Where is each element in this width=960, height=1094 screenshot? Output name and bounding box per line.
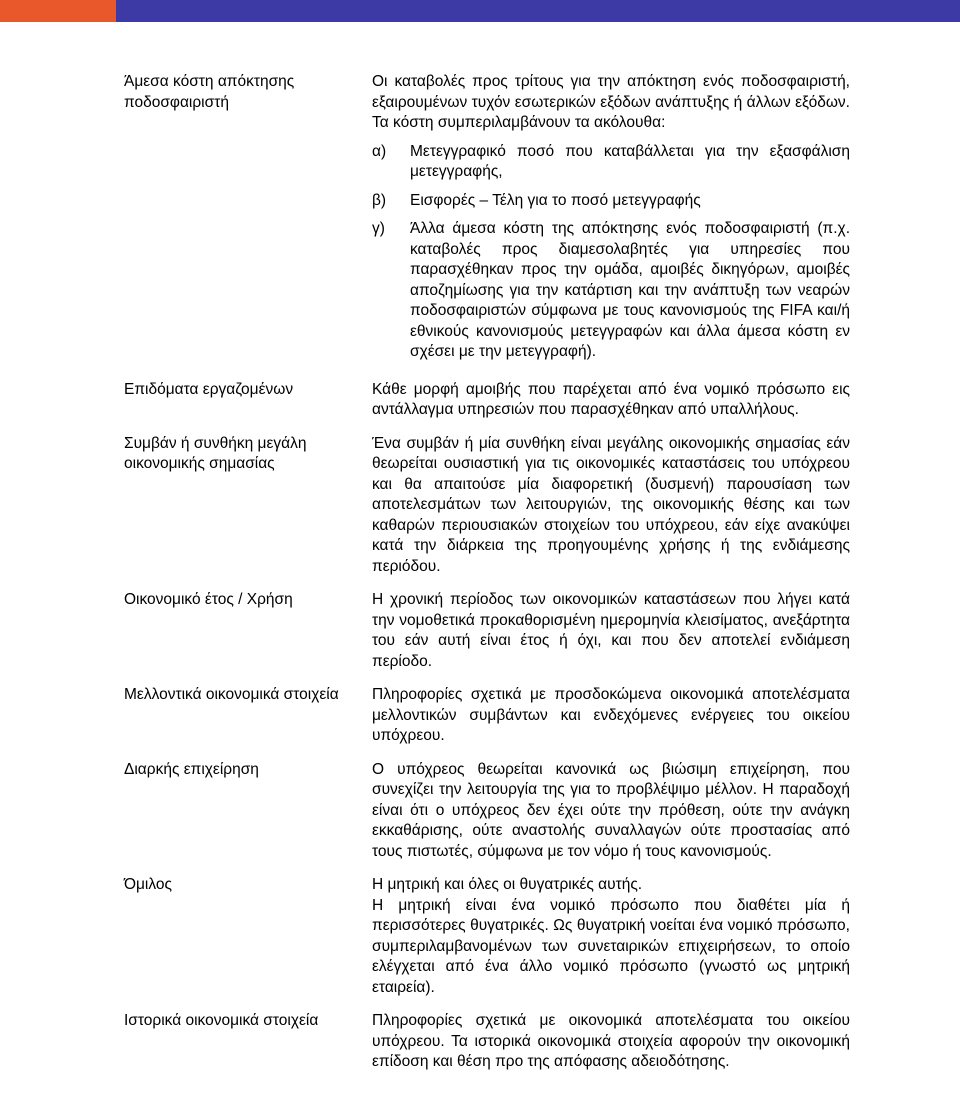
glossary-term: Ιστορικά οικονομικά στοιχεία [124,1012,319,1029]
glossary-term: Συμβάν ή συνθήκη μεγάλη οικονομικής σημασίας [124,434,307,472]
glossary-definition [372,590,850,672]
glossary-definition [372,434,850,578]
definition-text: Ο υπόχρεος θεωρείται κανονικά ως βιώσιμη επιχείρηση, που συνεχίζει την λειτουργία της για το προβλέψιμο μέλλον. Η παραδοχή είναι ότι ο υπόχρεος δεν έχει ούτε την πρόθεση, ούτε την ανάγκη εκκαθάρισης, ούτε αναστολής συναλλαγών ούτε προστασίας από τους πιστωτές, σύμφωνα με τον νόμο ή τους κανονισμούς. [372,760,850,860]
glossary-definition [372,875,850,998]
glossary-term: Μελλοντικά οικονομικά στοιχεία [124,686,339,703]
list-marker: α) [372,142,387,160]
list-item [372,191,850,212]
list-text: Άλλα άμεσα κόστη της απόκτησης ενός ποδοσφαιριστή (π.χ. καταβολές προς διαμεσολαβητές για υπηρεσίες που παρασχέθηκαν προς την ομάδα, αμοιβές δικηγόρων, αμοιβές αποζημίωσης για την κατάρτιση και την ανάπτυξη των νεαρών ποδοσφαιριστών σύμφωνα με τους κανονισμούς της FIFA και/ή εθνικούς κανονισμούς μετεγγραφών και άλλα άμεσα κόστη εν σχέσει με την μετεγγραφή). [410,220,850,360]
header-accent-block [0,0,116,22]
list-marker: γ) [372,220,385,237]
definition-text: Η μητρική και όλες οι θυγατρικές αυτής. [372,876,643,893]
definition-text: Η χρονική περίοδος των οικονομικών καταστάσεων που λήγει κατά την νομοθετικά προκαθορισμένη ημερομηνία κλεισίματος, ανεξάρτητα του εάν αυτή είναι έτος ή όχι, και που δεν αποτελεί ενδιάμεση περίοδο. [372,591,850,670]
glossary-entry [124,434,850,578]
glossary-term: Άμεσα κόστη απόκτησης ποδοσφαιριστή [124,73,295,111]
glossary [124,72,850,1073]
definition-text: Ένα συμβάν ή μία συνθήκη είναι μεγάλης οικονομικής σημασίας εάν θεωρείται ουσιαστική για τις οικονομικές καταστάσεις του υπόχρεου και θα απαιτούσε μία διαφορετική (δυσμενή) παρουσίαση των αποτελεσμάτων των λειτουργιών, της οικονομικής θέσης και των καθαρών περιουσιακών στοιχείων του υπόχρεου, εάν είχε ανακύψει κατά την διάρκεια της προηγουμένης χρήσης ή της ενδιάμεσης περιόδου. [372,434,850,575]
list-text: Εισφορές – Τέλη για το ποσό μετεγγραφής [410,191,701,209]
glossary-entry [124,590,850,672]
glossary-definition [372,380,850,421]
glossary-entry [124,685,850,747]
glossary-entry [124,72,850,363]
definition-text-secondary: Η μητρική είναι ένα νομικό πρόσωπο που διαθέτει μία ή περισσότερες θυγατρικές. Ως θυγατρική νοείται ένα νομικό πρόσωπο, συμπεριλαμβανομένων των συνεταιρικών επιχειρήσεων, το οποίο ελέγχεται από ένα άλλο νομικό πρόσωπο (γνωστό ως μητρική εταιρεία). [372,896,850,996]
glossary-term: Διαρκής επιχείρηση [124,760,259,778]
definition-text: Πληροφορίες σχετικά με προσδοκώμενα οικονομικά αποτελέσματα μελλοντικών συμβάντων και ενδεχόμενες ενέργειες του οικείου υπόχρεου. [372,686,850,744]
glossary-entry [124,875,850,998]
glossary-term: Όμιλος [124,876,172,893]
glossary-definition [372,72,850,363]
list-marker: β) [372,191,387,209]
list-item [372,142,850,183]
definition-text: Κάθε μορφή αμοιβής που παρέχεται από ένα νομικό πρόσωπο εις αντάλλαγμα υπηρεσιών που παρασχέθηκαν από υπαλλήλους. [372,380,850,418]
glossary-term: Οικονομικό έτος / Χρήση [124,591,293,608]
glossary-definition [372,1011,850,1073]
header-main-block [116,0,960,22]
definition-text: Πληροφορίες σχετικά με οικονομικά αποτελέσματα του οικείου υπόχρεου. Τα ιστορικά οικονομικά στοιχεία αφορούν την οικονομική επίδοση και θέση προ της απόφασης αδειοδότησης. [372,1012,850,1070]
list-text: Μετεγγραφικό ποσό που καταβάλλεται για την εξασφάλιση μετεγγραφής, [410,142,850,180]
glossary-entry [124,1011,850,1073]
glossary-entry [124,380,850,421]
glossary-definition [372,760,850,863]
definition-intro: Οι καταβολές προς τρίτους για την απόκτηση ενός ποδοσφαιριστή, εξαιρουμένων τυχόν εσωτερικών εξόδων ανάπτυξης ή άλλων εξόδων. Τα κόστη συμπεριλαμβάνουν τα ακόλουθα: [372,73,850,131]
glossary-term: Επιδόματα εργαζομένων [124,380,294,398]
glossary-definition [372,685,850,747]
list-item [372,219,850,363]
header-bar [0,0,960,22]
glossary-entry [124,760,850,863]
